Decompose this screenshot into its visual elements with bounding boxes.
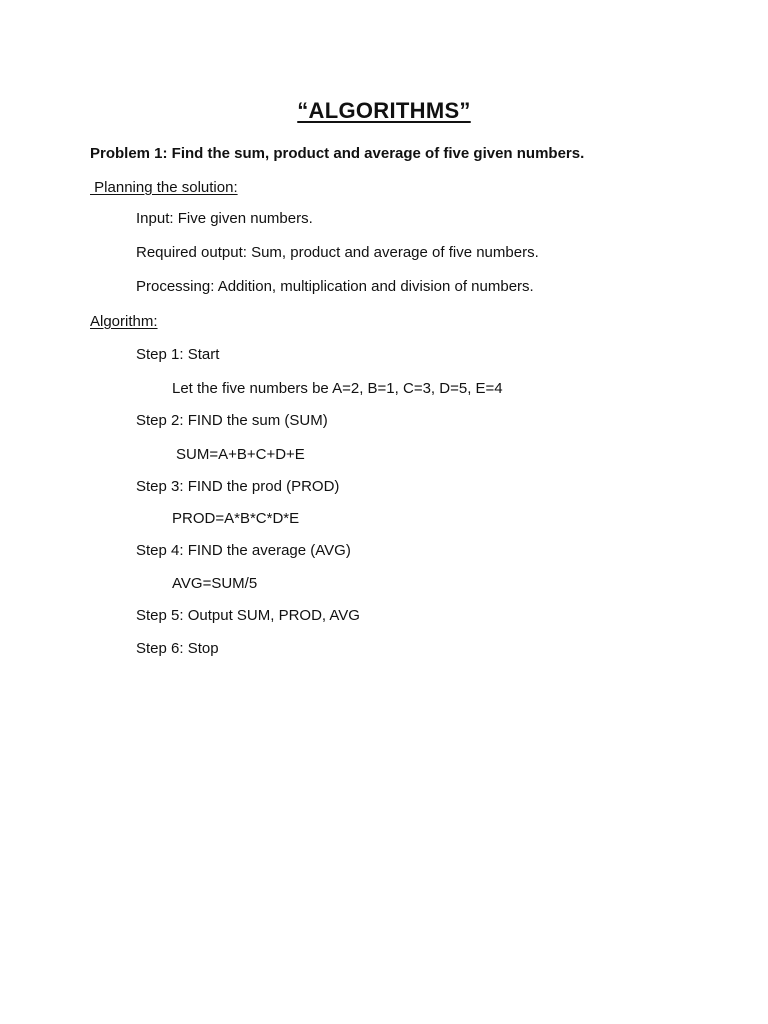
step-4: Step 4: FIND the average (AVG) <box>136 542 351 559</box>
prod-formula: PROD=A*B*C*D*E <box>172 510 300 527</box>
step-3: Step 3: FIND the prod (PROD) <box>136 478 340 495</box>
planning-heading: Planning the solution: <box>90 179 238 196</box>
step-6: Step 6: Stop <box>136 640 219 657</box>
algorithm-heading: Algorithm: <box>90 313 158 330</box>
output-line: Required output: Sum, product and average of five numbers. <box>136 244 539 261</box>
sum-formula: SUM=A+B+C+D+E <box>176 446 305 463</box>
let-numbers: Let the five numbers be A=2, B=1, C=3, D=5, E=4 <box>172 380 503 397</box>
step-1: Step 1: Start <box>136 346 220 363</box>
document-title: “ALGORITHMS” <box>297 98 471 123</box>
processing-line: Processing: Addition, multiplication and division of numbers. <box>136 278 534 295</box>
problem-statement: Problem 1: Find the sum, product and average of five given numbers. <box>90 145 585 162</box>
step-5: Step 5: Output SUM, PROD, AVG <box>136 607 360 624</box>
input-line: Input: Five given numbers. <box>136 210 313 227</box>
step-2: Step 2: FIND the sum (SUM) <box>136 412 328 429</box>
avg-formula: AVG=SUM/5 <box>172 575 258 592</box>
